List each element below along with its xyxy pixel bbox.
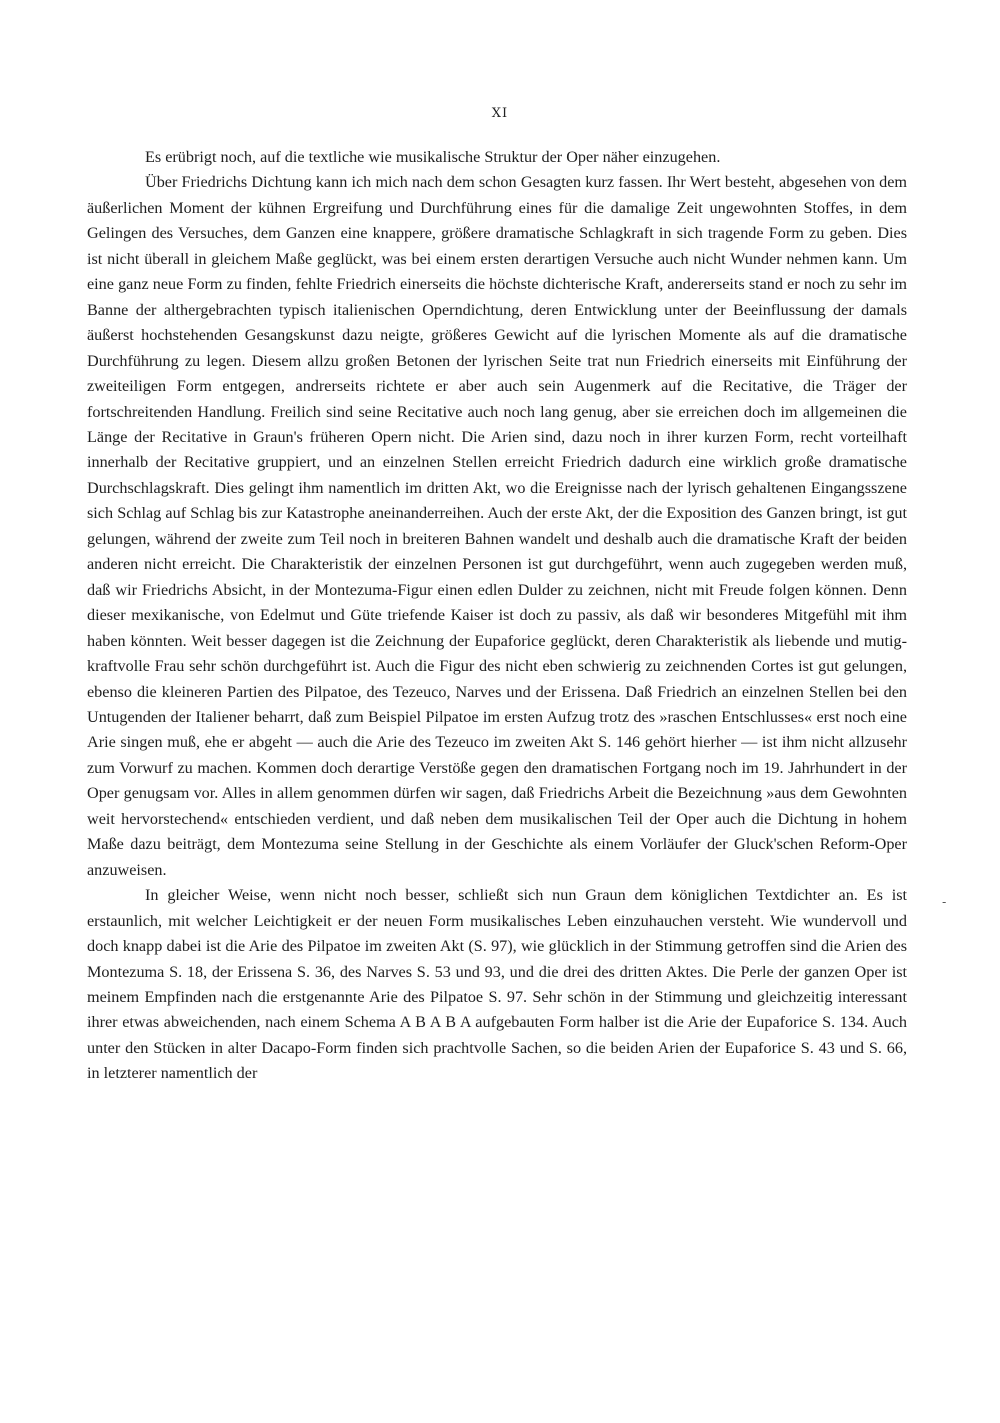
paragraph-musik: In gleicher Weise, wenn nicht noch besser, schließt sich nun Graun dem königlichen Textdichter an. Es ist erstaunlich, mit welcher Leichtigkeit er der neuen Form musikalisches Leben einzuhauchen versteht. Wie wundervoll und doch knapp dabei ist die Arie des Pilpatoe im zweiten Akt (S. 97), wie glücklich in der Stimmung getroffen sind die Arien des Montezuma S. 18, der Erissena S. 36, des Narves S. 53 und 93, und die drei des dritten Aktes. Die Perle der ganzen Oper ist meinem Empfinden nach die erstgenannte Arie des Pilpatoe S. 97. Sehr schön in der Stimmung und gleichzeitig interessant ihrer etwas abweichenden, nach einem Schema A B A B A aufgebauten Form halber ist die Arie der Eupaforice S. 134. Auch unter den Stücken in alter Dacapo-Form finden sich prachtvolle Sachen, so die beiden Arien der Eupaforice S. 43 und S. 66, in letzterer namentlich der — [87, 886, 907, 1083]
paragraph-dichtung: Über Friedrichs Dichtung kann ich mich nach dem schon Gesagten kurz fassen. Ihr Wert besteht, abgesehen von dem äußerlichen Moment der kühnen Ergreifung und Durchführung eines für die damalige Zeit ungewohnten Stoffes, in dem Gelingen des Versuches, dem Ganzen eine knappere, größere dramatische Schlagkraft in sich tragende Form zu geben. Dies ist nicht überall in gleichem Maße geglückt, was bei einem ersten derartigen Versuche auch nicht Wunder nehmen kann. Um eine ganz neue Form zu finden, fehlte Friedrich einerseits die höchste dichterische Kraft, andererseits stand er noch zu sehr im Banne der althergebrachten typisch italienischen Operndichtung, deren Entwicklung unter der Beeinflussung der damals äußerst hochstehenden Gesangskunst dazu neigte, größeres Gewicht auf die lyrischen Momente als auf die dramatische Durchführung zu legen. Diesem allzu großen Betonen der lyrischen Seite trat nun Friedrich einerseits mit Einführung der zweiteiligen Form entgegen, andrerseits richtete er aber auch sein Augenmerk auf die Recitative, die Träger der fortschreitenden Handlung. Freilich sind seine Recitative auch noch lang genug, aber sie erreichen doch im allgemeinen die Länge der Recitative in Graun's früheren Opern nicht. Die Arien sind, dazu noch in ihrer kurzen Form, recht vorteilhaft innerhalb der Recitative gruppiert, und an einzelnen Stellen erreicht Friedrich dadurch eine wirklich große dramatische Durchschlagskraft. Dies gelingt ihm namentlich im dritten Akt, wo die Ereignisse nach der lyrisch gehaltenen Eingangsszene sich Schlag auf Schlag bis zur Katastrophe aneinanderreihen. Auch der erste Akt, der die Exposition des Ganzen bringt, ist gut gelungen, während der zweite zum Teil noch in breiteren Bahnen wandelt und deshalb auch die dramatische Kraft der beiden anderen nicht erreicht. Die Charakteristik der einzelnen Personen ist gut durchgeführt, wenn auch zugegeben werden muß, daß wir Friedrichs Absicht, in der Montezuma-Figur einen edlen Dulder zu zeichnen, nicht mit Freude folgen können. Denn dieser mexikanische, von Edelmut und Güte triefende Kaiser ist doch zu passiv, als daß wir besonderes Mitgefühl mit ihm haben könnten. Weit besser dagegen ist die Zeichnung der Eupaforice geglückt, deren Charakteristik als liebende und mutig- kraftvolle Frau sehr schön durchgeführt ist. Auch die Figur des nicht eben schwierig zu zeichnenden Cortes ist gut gelungen, ebenso die kleineren Partien des Pilpatoe, des Tezeuco, Narves und der Erissena. Daß Friedrich an einzelnen Stellen bei den Untugenden der Italiener beharrt, daß zum Beispiel Pilpatoe im ersten Aufzug trotz des »raschen Entschlusses« erst noch eine Arie singen muß, ehe er abgeht — auch die Arie des Tezeuco im zweiten Akt S. 146 gehört hierher — ist ihm nicht allzusehr zum Vorwurf zu machen. Kommen doch derartige Verstöße gegen den dramatischen Fortgang noch im 19. Jahrhundert in der Oper genugsam vor. Alles in allem genommen dürfen wir sagen, daß Friedrichs Arbeit die Bezeichnung »aus dem Gewohnten weit hervorstechend« entschieden verdient, und daß neben dem musikalischen Teil der Oper auch die Dichtung in hohem Maße dazu beiträgt, dem Montezuma seine Stellung in der Geschichte als einem Vorläufer der Gluck'schen Reform-Oper anzuweisen. — [87, 173, 907, 879]
body-text — [87, 145, 907, 1087]
page-number: XI — [491, 106, 509, 121]
margin-mark: - — [942, 895, 947, 909]
paragraph-intro: Es erübrigt noch, auf die textliche wie musikalische Struktur der Oper näher einzugehen. — [145, 148, 721, 166]
